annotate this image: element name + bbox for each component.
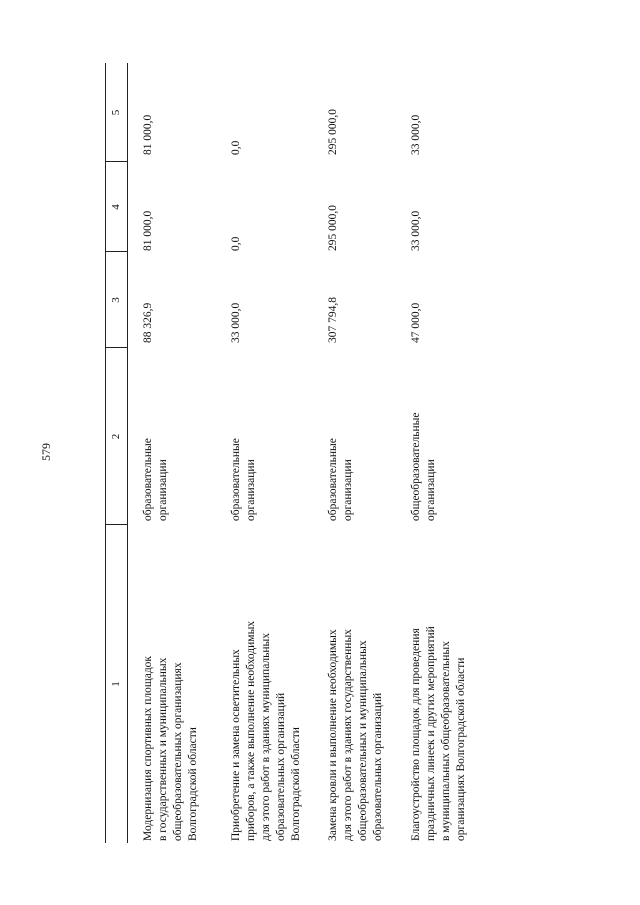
- row-value-col3: 47 000,0: [410, 302, 422, 343]
- column-header-2: 2: [110, 433, 122, 440]
- row-value-col4: 0,0: [230, 236, 242, 251]
- row-value-col4: 295 000,0: [327, 205, 339, 251]
- row-organization: образовательные организации: [327, 438, 354, 521]
- budget-table: [105, 63, 467, 843]
- row-value-col3: 33 000,0: [230, 302, 242, 343]
- column-header-1: 1: [110, 681, 122, 687]
- row-organization: образовательные организации: [142, 438, 169, 521]
- row-value-col5: 0,0: [230, 140, 242, 155]
- row-name: Модернизация спортивных площадок в государственных и муниципальных общеобразовательных организациях Волгоградской области: [142, 655, 199, 841]
- column-header-4: 4: [110, 204, 122, 210]
- row-value-col4: 33 000,0: [410, 210, 422, 251]
- table-header-border: [127, 63, 128, 843]
- row-organization: общеобразовательные организации: [410, 412, 437, 521]
- row-organization: образовательные организации: [230, 438, 257, 521]
- row-name: Приобретение и замена осветительных приборов, а также выполнение необходимых для этого работ в зданиях муниципальных образовательных организаций Волгоградской области: [230, 620, 302, 841]
- row-name: Замена кровли и выполнение необходимых для этого работ в зданиях государственных общеобразовательных и муниципальных образовательных организаций: [327, 629, 384, 841]
- row-value-col5: 81 000,0: [142, 114, 154, 155]
- row-name: Благоустройство площадок для проведения праздничных линеек и других мероприятий в муниципальных общеобразовательных организациях Волгоградской области: [410, 626, 467, 841]
- row-value-col3: 88 326,9: [142, 302, 154, 343]
- column-header-3: 3: [110, 297, 122, 303]
- page-number: 579: [39, 443, 53, 461]
- row-value-col4: 81 000,0: [142, 210, 154, 251]
- column-header-5: 5: [110, 109, 122, 116]
- row-value-col5: 295 000,0: [327, 109, 339, 155]
- row-value-col3: 307 794,8: [327, 297, 339, 343]
- row-value-col5: 33 000,0: [410, 114, 422, 155]
